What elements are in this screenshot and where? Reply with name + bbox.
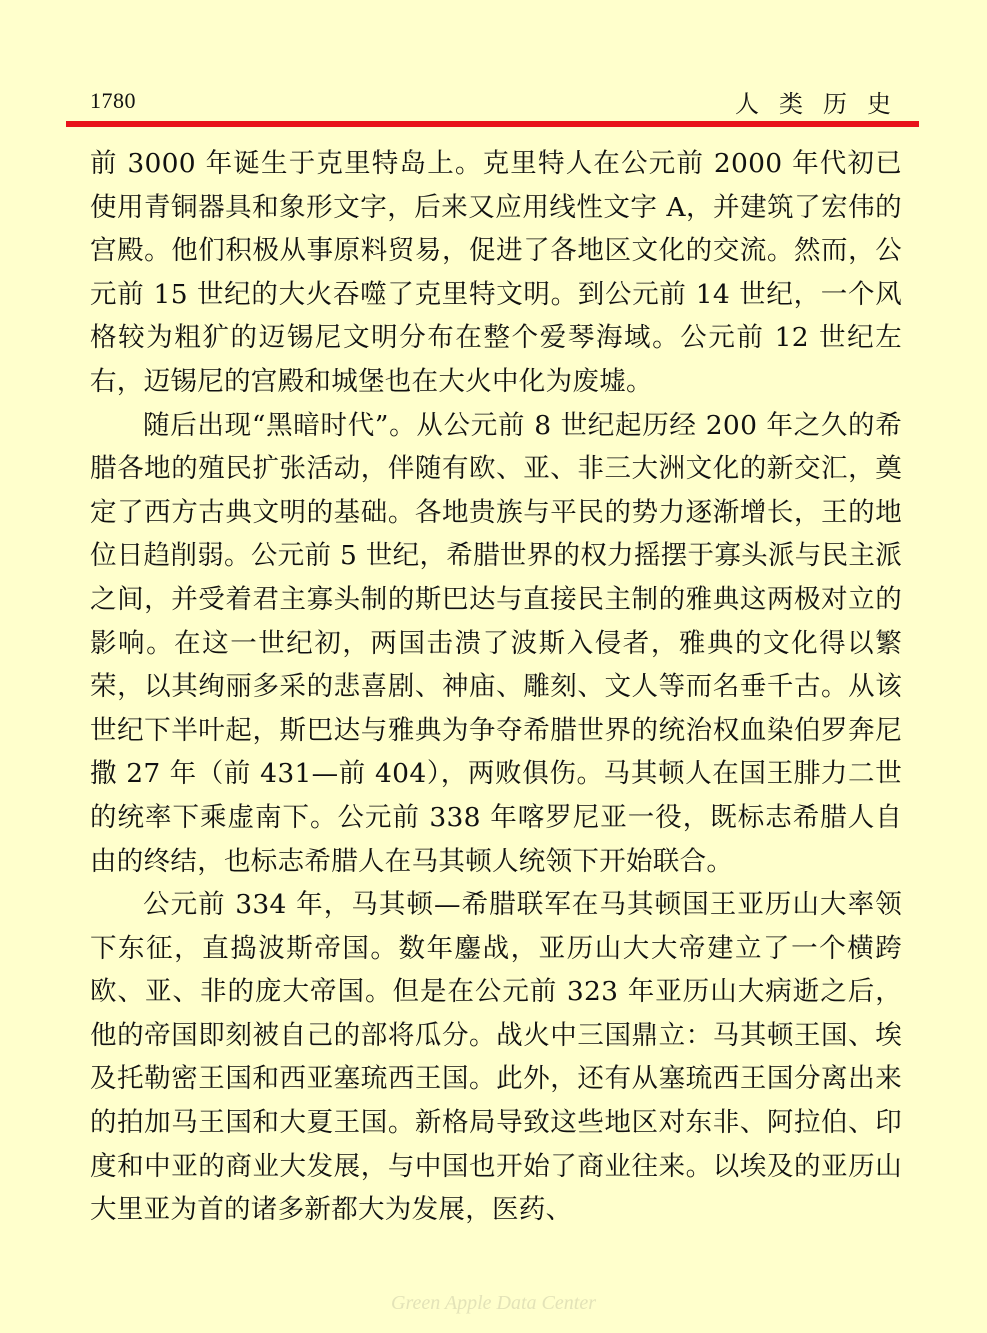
running-title: 人类历史	[735, 90, 911, 118]
header-rule	[66, 121, 919, 127]
paragraph-2: 随后出现“黑暗时代”。从公元前 8 世纪起历经 200 年之久的希腊各地的殖民扩张活动，伴随有欧、亚、非三大洲文化的新交汇，奠定了西方古典文明的基础。各地贵族与平民的势力逐渐增长，王的地位日趋削弱。公元前 5 世纪，希腊世界的权力摇摆于寡头派与民主派之间，并受着君主寡头制的斯巴达与直接民主制的雅典这两极对立的影响。在这一世纪初，两国击溃了波斯入侵者，雅典的文化得以繁荣，以其绚丽多采的悲喜剧、神庙、雕刻、文人等而名垂千古。从该世纪下半叶起，斯巴达与雅典为争夺希腊世界的统治权血染伯罗奔尼撒 27 年（前 431—前 404），两败俱伤。马其顿人在国王腓力二世的统率下乘虚南下。公元前 338 年喀罗尼亚一役，既标志希腊人自由的终结，也标志希腊人在马其顿人统领下开始联合。	[90, 409, 902, 877]
paragraph-1: 前 3000 年诞生于克里特岛上。克里特人在公元前 2000 年代初已使用青铜器具和象形文字，后来又应用线性文字 A，并建筑了宏伟的宫殿。他们积极从事原料贸易，促进了各地区文化的交流。然而，公元前 15 世纪的大火吞噬了克里特文明。到公元前 14 世纪，一个风格较为粗犷的迈锡尼文明分布在整个爱琴海域。公元前 12 世纪左右，迈锡尼的宫殿和城堡也在大火中化为废墟。	[90, 148, 902, 397]
watermark: Green Apple Data Center	[391, 1292, 596, 1314]
paragraph-3: 公元前 334 年，马其顿—希腊联军在马其顿国王亚历山大率领下东征，直捣波斯帝国。数年鏖战，亚历山大大帝建立了一个横跨欧、亚、非的庞大帝国。但是在公元前 323 年亚历山大病逝之后，他的帝国即刻被自己的部将瓜分。战火中三国鼎立：马其顿王国、埃及托勒密王国和西亚塞琉西王国。此外，还有从塞琉西王国分离出来的拍加马王国和大夏王国。新格局导致这些地区对东非、阿拉伯、印度和中亚的商业大发展，与中国也开始了商业往来。以埃及的亚历山大里亚为首的诸多新都大为发展，医药、	[90, 889, 902, 1226]
page-header	[90, 82, 911, 118]
page-number: 1780	[90, 88, 136, 113]
body-text	[90, 142, 902, 1232]
